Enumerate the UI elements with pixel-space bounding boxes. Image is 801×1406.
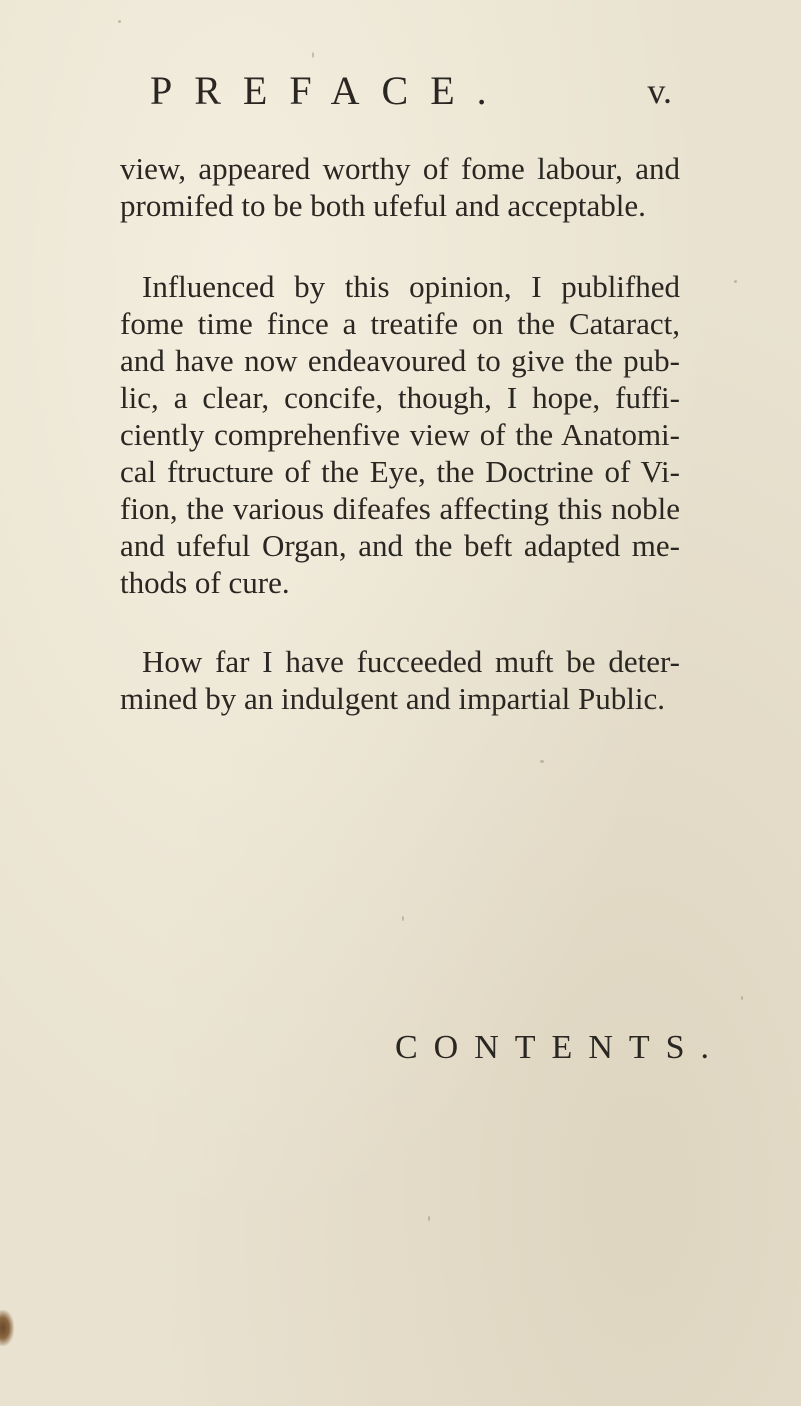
text-line: view, appeared worthy of fome labour, and (120, 151, 680, 186)
text-line: and have now endeavoured to give the pub- (120, 343, 680, 378)
paper-speck (734, 280, 737, 283)
text-line: promifed to be both ufeful and acceptable. (120, 188, 646, 223)
paragraph-3 (120, 643, 680, 717)
text-line: lic, a clear, concife, though, I hope, fuffi- (120, 380, 680, 415)
body-text (120, 150, 680, 717)
text-line: and ufeful Organ, and the beft adapted me- (120, 528, 680, 563)
text-line: mined by an indulgent and impartial Public. (120, 681, 665, 716)
paper-speck (312, 52, 314, 58)
paper-speck (428, 1216, 430, 1221)
header-title: PREFACE. (150, 68, 509, 113)
text-line: thods of cure. (120, 565, 290, 600)
paragraph-2 (120, 268, 680, 601)
text-line: fome time fince a treatife on the Cataract, (120, 306, 680, 341)
paper-speck (402, 916, 404, 921)
page-edge-stain (0, 1310, 14, 1346)
page-number: v. (647, 71, 672, 111)
paper-speck (540, 760, 544, 763)
paragraph-1 (120, 150, 680, 224)
paper-speck (118, 20, 121, 23)
text-line: ciently comprehenfive view of the Anatomi- (120, 417, 680, 452)
text-line: How far I have fucceeded muft be deter- (142, 644, 680, 679)
contents-heading: CONTENTS. (395, 1029, 726, 1066)
text-line: Influenced by this opinion, I publifhed (142, 269, 680, 304)
running-header (150, 66, 670, 116)
text-line: cal ftructure of the Eye, the Doctrine of Vi- (120, 454, 680, 489)
paper-speck (741, 996, 743, 1000)
text-line: fion, the various difeafes affecting this noble (120, 491, 680, 526)
